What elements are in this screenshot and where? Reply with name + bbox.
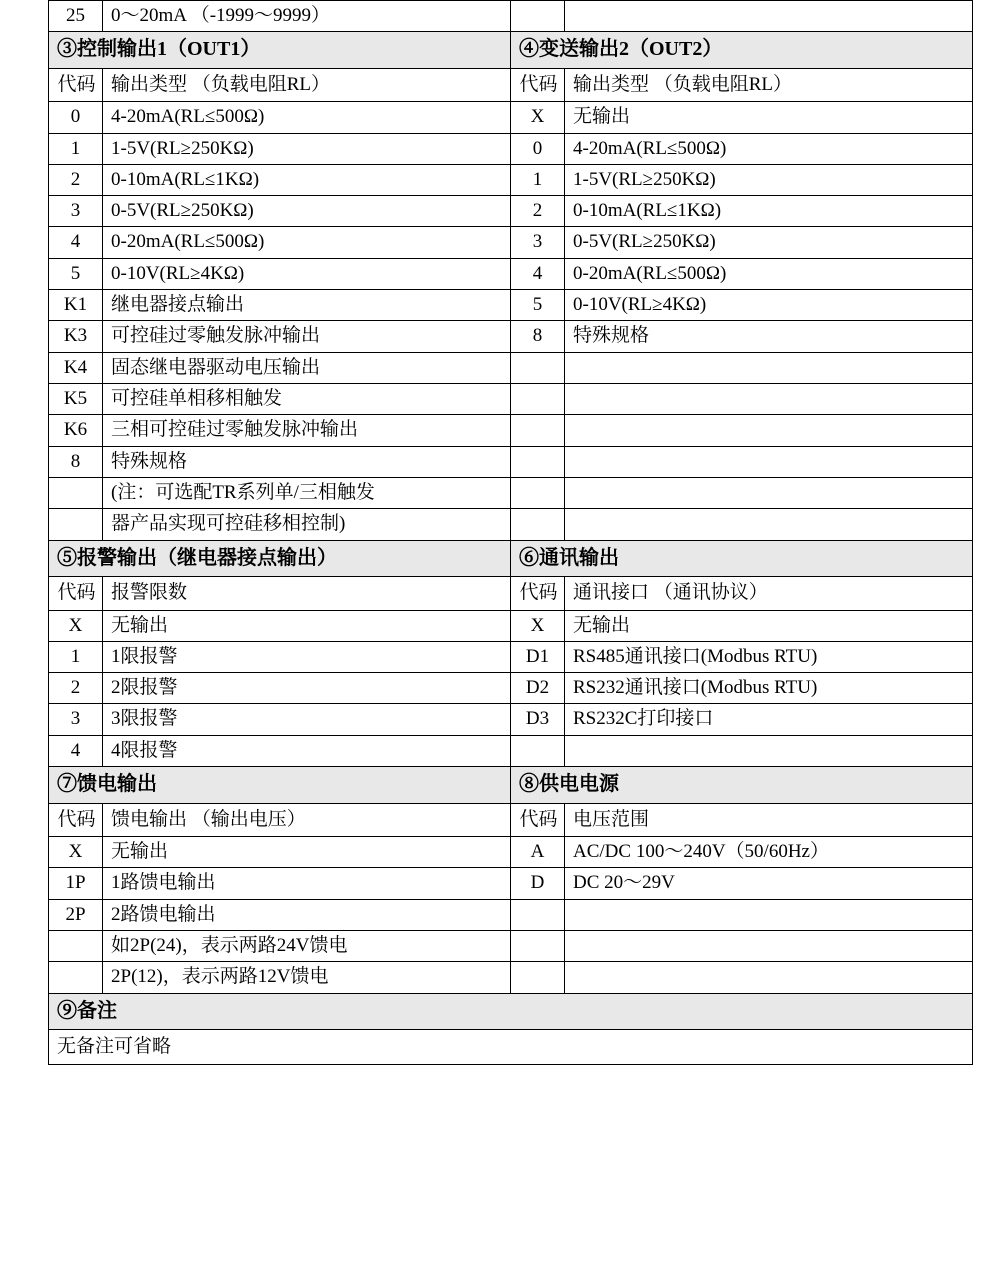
col-header-code-alarm: 代码 [49, 577, 103, 610]
table-row [49, 641, 973, 672]
table-row-note [49, 509, 973, 540]
section-header-row [49, 32, 973, 69]
desc-cell [565, 930, 973, 961]
top-row-code: 25 [66, 5, 85, 26]
table-row [49, 102, 973, 133]
table-row [49, 164, 973, 195]
section-header-row [49, 767, 973, 804]
code-cell [511, 446, 565, 477]
code-cell: K3 [49, 321, 103, 352]
desc-cell: 可控硅过零触发脉冲输出 [103, 321, 511, 352]
desc-cell: 0-5V(RL≥250KΩ) [103, 196, 511, 227]
code-cell: 2 [49, 673, 103, 704]
column-header-row [49, 803, 973, 836]
code-cell [511, 415, 565, 446]
section-header-feed: ⑦馈电输出 [49, 767, 511, 804]
code-cell: X [511, 102, 565, 133]
desc-cell: 无输出 [103, 610, 511, 641]
code-cell: X [49, 836, 103, 867]
code-cell: 2 [511, 196, 565, 227]
desc-cell: 无输出 [565, 102, 973, 133]
desc-cell: 1-5V(RL≥250KΩ) [103, 133, 511, 164]
code-cell: D3 [511, 704, 565, 735]
code-cell: D [511, 868, 565, 899]
code-cell: D1 [511, 641, 565, 672]
col-header-code-out2: 代码 [511, 68, 565, 101]
code-cell: 1 [49, 133, 103, 164]
specification-table [48, 0, 973, 1065]
code-cell [511, 384, 565, 415]
code-cell [511, 509, 565, 540]
desc-cell: 0-10V(RL≥4KΩ) [103, 258, 511, 289]
section-header-comm: ⑥通讯输出 [511, 540, 973, 577]
code-cell: 4 [49, 227, 103, 258]
code-cell [49, 477, 103, 508]
desc-cell [565, 899, 973, 930]
table-row [49, 836, 973, 867]
table-row [49, 899, 973, 930]
code-cell: 8 [49, 446, 103, 477]
desc-cell: 4限报警 [103, 735, 511, 766]
desc-cell: 特殊规格 [103, 446, 511, 477]
col-header-code-power: 代码 [511, 803, 565, 836]
code-cell: 1 [49, 641, 103, 672]
col-header-desc-power: 电压范围 [565, 803, 973, 836]
table-row [49, 384, 973, 415]
desc-cell: 2路馈电输出 [103, 899, 511, 930]
code-cell [49, 509, 103, 540]
table-row [49, 415, 973, 446]
table-row [49, 673, 973, 704]
desc-cell: 4-20mA(RL≤500Ω) [565, 133, 973, 164]
desc-cell [565, 735, 973, 766]
code-cell [511, 962, 565, 993]
section-header-row [49, 540, 973, 577]
code-cell: D2 [511, 673, 565, 704]
desc-cell [565, 384, 973, 415]
code-cell [49, 1, 103, 32]
column-header-row [49, 68, 973, 101]
desc-cell: 0-20mA(RL≤500Ω) [103, 227, 511, 258]
col-header-desc-out1: 输出类型 （负载电阻RL） [103, 68, 511, 101]
desc-cell: 0-20mA(RL≤500Ω) [565, 258, 973, 289]
desc-cell: 2P(12)，表示两路12V馈电 [103, 962, 511, 993]
code-cell: 4 [49, 735, 103, 766]
desc-cell [565, 446, 973, 477]
code-cell: 1 [511, 164, 565, 195]
desc-cell: 1-5V(RL≥250KΩ) [565, 164, 973, 195]
col-header-desc-alarm: 报警限数 [103, 577, 511, 610]
desc-cell: 无输出 [565, 610, 973, 641]
desc-cell: DC 20～29V [565, 868, 973, 899]
section-header-alarm: ⑤报警输出（继电器接点输出） [49, 540, 511, 577]
desc-cell [565, 509, 973, 540]
desc-cell: RS232C打印接口 [565, 704, 973, 735]
section-header-remark: ⑨备注 [49, 993, 973, 1030]
desc-cell: 0-5V(RL≥250KΩ) [565, 227, 973, 258]
desc-cell-empty [565, 1, 973, 32]
desc-cell: 1路馈电输出 [103, 868, 511, 899]
desc-cell: 如2P(24)，表示两路24V馈电 [103, 930, 511, 961]
table-row-note [49, 962, 973, 993]
code-cell-empty [511, 1, 565, 32]
desc-cell: 可控硅单相移相触发 [103, 384, 511, 415]
code-cell: 0 [49, 102, 103, 133]
code-cell: 5 [511, 290, 565, 321]
code-cell: 4 [511, 258, 565, 289]
table-row [49, 1, 973, 32]
col-header-desc-feed: 馈电输出 （输出电压） [103, 803, 511, 836]
code-cell [49, 962, 103, 993]
desc-cell [103, 1, 511, 32]
code-cell [49, 930, 103, 961]
desc-cell: RS485通讯接口(Modbus RTU) [565, 641, 973, 672]
desc-cell [565, 962, 973, 993]
code-cell: 5 [49, 258, 103, 289]
top-row-desc: 0～20mA （-1999～9999） [111, 5, 331, 26]
code-cell: K1 [49, 290, 103, 321]
desc-cell: 特殊规格 [565, 321, 973, 352]
code-cell: 2 [49, 164, 103, 195]
table-row [49, 868, 973, 899]
desc-cell: 2限报警 [103, 673, 511, 704]
code-cell: X [511, 610, 565, 641]
desc-cell [565, 477, 973, 508]
col-header-desc-out2: 输出类型 （负载电阻RL） [565, 68, 973, 101]
code-cell [511, 352, 565, 383]
table-row [49, 704, 973, 735]
desc-cell: (注：可选配TR系列单/三相触发 [103, 477, 511, 508]
code-cell: K4 [49, 352, 103, 383]
section-header-power: ⑧供电电源 [511, 767, 973, 804]
desc-cell: 0-10V(RL≥4KΩ) [565, 290, 973, 321]
table-row [49, 290, 973, 321]
desc-cell: 1限报警 [103, 641, 511, 672]
code-cell: 8 [511, 321, 565, 352]
code-cell: A [511, 836, 565, 867]
code-cell: 0 [511, 133, 565, 164]
desc-cell [565, 415, 973, 446]
code-cell [511, 477, 565, 508]
code-cell [511, 899, 565, 930]
desc-cell: AC/DC 100～240V（50/60Hz） [565, 836, 973, 867]
table-row-note [49, 477, 973, 508]
col-header-desc-comm: 通讯接口 （通讯协议） [565, 577, 973, 610]
code-cell: 3 [511, 227, 565, 258]
code-cell: X [49, 610, 103, 641]
desc-cell: 0-10mA(RL≤1KΩ) [565, 196, 973, 227]
table-row [49, 258, 973, 289]
desc-cell: 固态继电器驱动电压输出 [103, 352, 511, 383]
desc-cell [565, 352, 973, 383]
col-header-code-out1: 代码 [49, 68, 103, 101]
desc-cell: 继电器接点输出 [103, 290, 511, 321]
code-cell: 2P [49, 899, 103, 930]
desc-cell: 无输出 [103, 836, 511, 867]
table-row [49, 446, 973, 477]
table-row [49, 352, 973, 383]
table-row [49, 133, 973, 164]
table-row [49, 196, 973, 227]
section-header-out1: ③控制输出1（OUT1） [49, 32, 511, 69]
table-row [49, 227, 973, 258]
column-header-row [49, 577, 973, 610]
table-row [49, 735, 973, 766]
remark-content: 无备注可省略 [49, 1030, 973, 1065]
code-cell: K5 [49, 384, 103, 415]
code-cell: 1P [49, 868, 103, 899]
section-header-row-remark [49, 993, 973, 1030]
col-header-code-feed: 代码 [49, 803, 103, 836]
col-header-code-comm: 代码 [511, 577, 565, 610]
code-cell [511, 930, 565, 961]
desc-cell: RS232通讯接口(Modbus RTU) [565, 673, 973, 704]
code-cell: 3 [49, 196, 103, 227]
desc-cell: 4-20mA(RL≤500Ω) [103, 102, 511, 133]
table-row [49, 321, 973, 352]
code-cell [511, 735, 565, 766]
desc-cell: 器产品实现可控硅移相控制) [103, 509, 511, 540]
table-row [49, 610, 973, 641]
desc-cell: 3限报警 [103, 704, 511, 735]
section-header-out2: ④变送输出2（OUT2） [511, 32, 973, 69]
desc-cell: 三相可控硅过零触发脉冲输出 [103, 415, 511, 446]
table-row-remark [49, 1030, 973, 1065]
code-cell: 3 [49, 704, 103, 735]
desc-cell: 0-10mA(RL≤1KΩ) [103, 164, 511, 195]
code-cell: K6 [49, 415, 103, 446]
table-row-note [49, 930, 973, 961]
